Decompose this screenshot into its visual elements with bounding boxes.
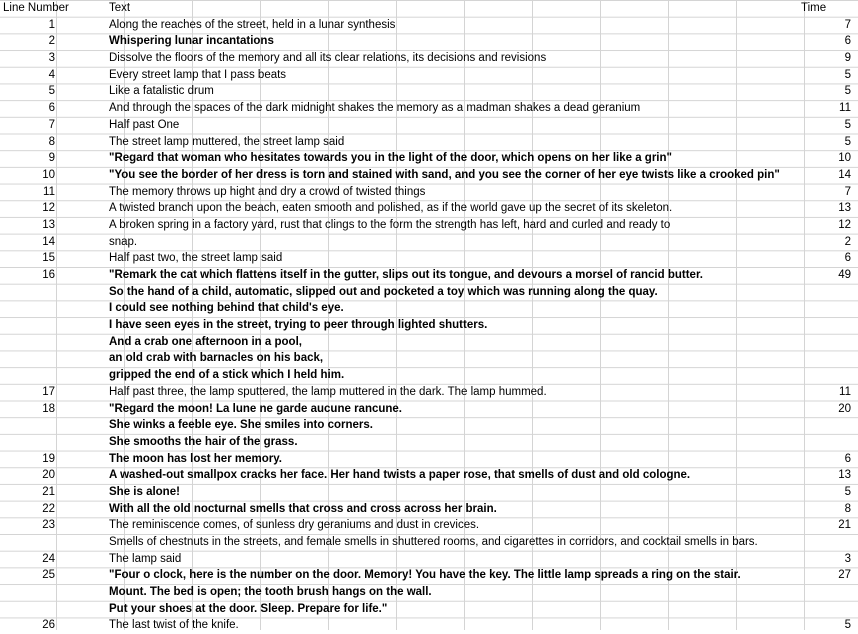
- table-row[interactable]: [0, 284, 858, 301]
- cell-time[interactable]: 6: [844, 35, 851, 48]
- cell-time[interactable]: [801, 317, 851, 334]
- cell-text[interactable]: "You see the border of her dress is torn and stained with sand, and you see the corner of her eye twists like a crooked pin": [109, 168, 780, 181]
- table-row[interactable]: [0, 100, 858, 117]
- cell-time[interactable]: 3: [844, 552, 851, 565]
- cell-line-number[interactable]: 10: [42, 168, 55, 181]
- cell-text[interactable]: And a crab one afternoon in a pool,: [109, 335, 302, 348]
- cell-line-number[interactable]: 16: [42, 269, 55, 281]
- cell-line-number[interactable]: 12: [42, 202, 55, 215]
- cell-line-number[interactable]: 20: [42, 469, 55, 482]
- header-time[interactable]: Time: [801, 2, 827, 14]
- cell-line-number[interactable]: [3, 417, 55, 434]
- header-row[interactable]: [0, 0, 858, 17]
- cell-text[interactable]: A washed-out smallpox cracks her face. Her hand twists a paper rose, that smells of dust and old cologne.: [109, 469, 691, 482]
- cell-time[interactable]: [801, 284, 851, 301]
- cell-line-number[interactable]: 17: [42, 385, 55, 398]
- table-row[interactable]: [0, 484, 858, 501]
- cell-time[interactable]: 11: [839, 385, 851, 398]
- table-row[interactable]: [0, 451, 858, 468]
- cell-line-number[interactable]: 6: [48, 102, 55, 115]
- cell-time[interactable]: 5: [844, 135, 851, 148]
- cell-text[interactable]: A broken spring in a factory yard, rust that clings to the form the strength has left, hard and curled and ready to: [109, 218, 671, 231]
- cell-text[interactable]: The street lamp muttered, the street lamp said: [109, 135, 345, 148]
- cell-time[interactable]: 12: [838, 218, 851, 231]
- cell-time[interactable]: 8: [844, 502, 851, 515]
- table-row[interactable]: [0, 384, 858, 401]
- cell-time[interactable]: 2: [844, 235, 851, 248]
- table-row[interactable]: [0, 584, 858, 601]
- cell-time[interactable]: [801, 601, 851, 618]
- cell-time[interactable]: [801, 584, 851, 601]
- cell-text[interactable]: Like a fatalistic drum: [109, 85, 214, 98]
- cell-text[interactable]: The moon has lost her memory.: [109, 452, 282, 465]
- cell-line-number[interactable]: 19: [42, 452, 55, 465]
- cell-line-number[interactable]: [3, 534, 55, 551]
- cell-line-number[interactable]: 2: [48, 35, 55, 48]
- cell-text[interactable]: Along the reaches of the street, held in a lunar synthesis: [109, 18, 396, 31]
- cell-time[interactable]: [801, 300, 851, 317]
- cell-time[interactable]: 5: [844, 118, 851, 131]
- table-row[interactable]: [0, 200, 858, 217]
- cell-line-number[interactable]: 9: [48, 152, 55, 165]
- cell-line-number[interactable]: 11: [43, 185, 55, 198]
- table-row[interactable]: [0, 184, 858, 201]
- cell-text[interactable]: Half past three, the lamp sputtered, the lamp muttered in the dark. The lamp hummed.: [109, 385, 547, 398]
- table-row[interactable]: [0, 167, 858, 184]
- cell-text[interactable]: I have seen eyes in the street, trying to peer through lighted shutters.: [109, 319, 488, 332]
- cell-line-number[interactable]: [3, 584, 55, 601]
- table-row[interactable]: [0, 334, 858, 351]
- cell-time[interactable]: 9: [844, 52, 851, 65]
- cell-text[interactable]: Every street lamp that I pass beats: [109, 68, 287, 81]
- table-row[interactable]: [0, 234, 858, 251]
- cell-time[interactable]: 10: [838, 152, 851, 165]
- cell-line-number[interactable]: 8: [48, 135, 55, 148]
- cell-line-number[interactable]: 7: [48, 118, 55, 131]
- cell-line-number[interactable]: 4: [48, 68, 55, 81]
- cell-text[interactable]: gripped the end of a stick which I held him.: [109, 369, 345, 382]
- table-row[interactable]: [0, 350, 858, 367]
- table-row[interactable]: [0, 534, 858, 551]
- table-row[interactable]: [0, 17, 858, 34]
- cell-text[interactable]: "Remark the cat which flattens itself in the gutter, slips out its tongue, and devours a morsel of rancid butter.: [109, 269, 703, 281]
- cell-text[interactable]: The reminiscence comes, of sunless dry geraniums and dust in crevices.: [109, 519, 480, 532]
- cell-time[interactable]: [801, 434, 851, 451]
- cell-text[interactable]: So the hand of a child, automatic, slipped out and pocketed a toy which was running along the quay.: [109, 285, 658, 298]
- cell-line-number[interactable]: 15: [42, 252, 55, 265]
- cell-line-number[interactable]: [3, 317, 55, 334]
- cell-time[interactable]: 5: [844, 68, 851, 81]
- table-row[interactable]: [0, 67, 858, 84]
- cell-text[interactable]: She smooths the hair of the grass.: [109, 435, 298, 448]
- table-row[interactable]: [0, 300, 858, 317]
- table-row[interactable]: [0, 50, 858, 67]
- cell-time[interactable]: 20: [838, 402, 851, 415]
- cell-time[interactable]: 5: [844, 485, 851, 498]
- cell-text[interactable]: snap.: [109, 235, 138, 248]
- table-row[interactable]: [0, 134, 858, 151]
- cell-text[interactable]: Half past two, the street lamp said: [109, 252, 283, 265]
- cell-time[interactable]: 13: [838, 202, 851, 215]
- cell-time[interactable]: 14: [838, 168, 851, 181]
- table-row[interactable]: [0, 567, 858, 584]
- cell-text[interactable]: She is alone!: [109, 485, 180, 498]
- cell-time[interactable]: 27: [838, 569, 851, 582]
- cell-line-number[interactable]: [3, 300, 55, 317]
- cell-text[interactable]: She winks a feeble eye. She smiles into corners.: [109, 419, 373, 432]
- cell-line-number[interactable]: 23: [42, 519, 55, 532]
- header-line-number[interactable]: Line Number: [3, 2, 69, 14]
- cell-line-number[interactable]: 1: [48, 18, 55, 31]
- table-row[interactable]: [0, 551, 858, 568]
- table-row[interactable]: [0, 501, 858, 518]
- cell-text[interactable]: With all the old nocturnal smells that cross and cross across her brain.: [109, 502, 497, 515]
- table-row[interactable]: [0, 601, 858, 618]
- table-row[interactable]: [0, 150, 858, 167]
- cell-time[interactable]: 6: [844, 252, 851, 265]
- cell-time[interactable]: 13: [838, 469, 851, 482]
- cell-time[interactable]: [801, 534, 851, 551]
- table-row[interactable]: [0, 617, 858, 634]
- cell-text[interactable]: The lamp said: [109, 552, 182, 565]
- table-row[interactable]: [0, 83, 858, 100]
- cell-time[interactable]: 21: [838, 519, 851, 532]
- cell-line-number[interactable]: 24: [42, 552, 55, 565]
- cell-text[interactable]: The memory throws up hight and dry a crowd of twisted things: [109, 185, 426, 198]
- cell-time[interactable]: 7: [844, 185, 851, 198]
- cell-time[interactable]: [801, 417, 851, 434]
- cell-line-number[interactable]: 3: [48, 52, 55, 65]
- table-row[interactable]: [0, 117, 858, 134]
- cell-line-number[interactable]: 14: [42, 235, 55, 248]
- cell-text[interactable]: "Regard that woman who hesitates towards you in the light of the door, which opens on her like a grin": [109, 152, 672, 165]
- cell-text[interactable]: The last twist of the knife.: [109, 619, 239, 632]
- cell-line-number[interactable]: 26: [42, 619, 55, 632]
- table-row[interactable]: [0, 417, 858, 434]
- table-row[interactable]: [0, 467, 858, 484]
- cell-time[interactable]: 5: [844, 619, 851, 632]
- cell-time[interactable]: 6: [844, 452, 851, 465]
- cell-line-number[interactable]: [3, 601, 55, 618]
- cell-line-number[interactable]: [3, 284, 55, 301]
- cell-text[interactable]: Half past One: [109, 118, 180, 131]
- table-row[interactable]: [0, 317, 858, 334]
- cell-time[interactable]: [801, 350, 851, 367]
- cell-time[interactable]: 7: [844, 18, 851, 31]
- cell-line-number[interactable]: 18: [42, 402, 55, 415]
- cell-time[interactable]: [801, 367, 851, 384]
- cell-time[interactable]: 11: [839, 102, 851, 115]
- cell-text[interactable]: Smells of chestnuts in the streets, and female smells in shuttered rooms, and cigarettes in corridors, and cocktail smells in bars.: [109, 536, 758, 548]
- cell-text[interactable]: an old crab with barnacles on his back,: [109, 352, 324, 365]
- cell-line-number[interactable]: 21: [42, 485, 55, 498]
- cell-text[interactable]: Mount. The bed is open; the tooth brush hangs on the wall.: [109, 586, 432, 599]
- table-body: [0, 17, 858, 634]
- cell-text[interactable]: "Four o clock, here is the number on the door. Memory! You have the key. The little lamp spreads a ring on the stair.: [109, 569, 741, 582]
- cell-time[interactable]: [801, 334, 851, 351]
- table-row[interactable]: [0, 401, 858, 418]
- table-row[interactable]: [0, 217, 858, 234]
- cell-line-number[interactable]: 25: [42, 569, 55, 582]
- cell-text[interactable]: Put your shoes at the door. Sleep. Prepare for life.": [109, 602, 388, 615]
- cell-line-number[interactable]: [3, 367, 55, 384]
- cell-line-number[interactable]: [3, 434, 55, 451]
- cell-text[interactable]: Whispering lunar incantations: [109, 35, 274, 48]
- cell-text[interactable]: "Regard the moon! La lune ne garde aucune rancune.: [109, 402, 403, 415]
- cell-line-number[interactable]: 22: [42, 502, 55, 515]
- cell-line-number[interactable]: [3, 334, 55, 351]
- table-row[interactable]: [0, 517, 858, 534]
- cell-line-number[interactable]: 5: [48, 85, 55, 98]
- cell-text[interactable]: And through the spaces of the dark midnight shakes the memory as a madman shakes a dead geranium: [109, 102, 641, 115]
- table-row[interactable]: [0, 367, 858, 384]
- cell-line-number[interactable]: [3, 350, 55, 367]
- table-row[interactable]: [0, 434, 858, 451]
- cell-text[interactable]: I could see nothing behind that child's eye.: [109, 302, 344, 315]
- table-row[interactable]: [0, 33, 858, 50]
- table-row[interactable]: [0, 250, 858, 267]
- cell-text[interactable]: Dissolve the floors of the memory and all its clear relations, its decisions and revisions: [109, 52, 547, 65]
- header-text[interactable]: Text: [109, 2, 131, 14]
- cell-line-number[interactable]: 13: [42, 218, 55, 231]
- cell-time[interactable]: 5: [844, 85, 851, 98]
- table-row[interactable]: [0, 267, 858, 284]
- cell-time[interactable]: 49: [838, 269, 851, 281]
- cell-text[interactable]: A twisted branch upon the beach, eaten smooth and polished, as if the world gave up the secret of its skeleton.: [109, 202, 673, 215]
